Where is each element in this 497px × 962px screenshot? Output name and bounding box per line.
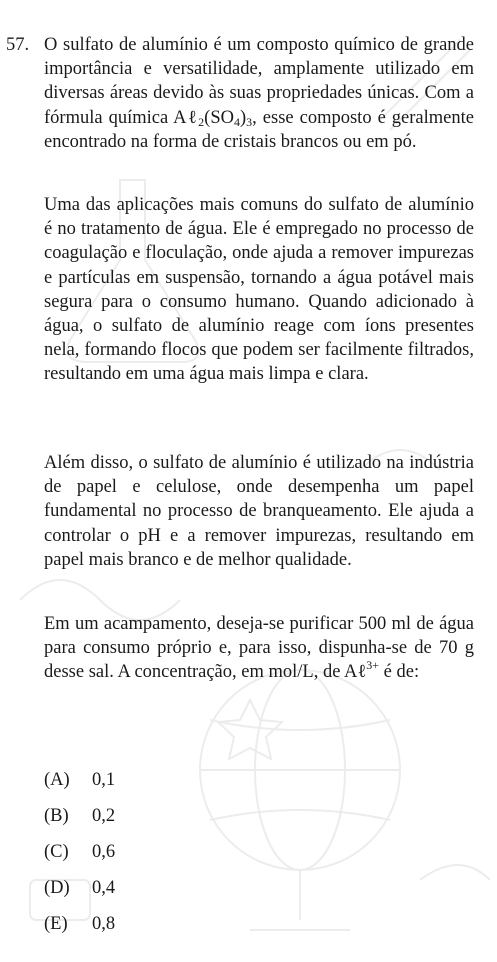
option-value: 0,4	[92, 877, 116, 898]
option-a[interactable]	[44, 762, 115, 798]
chemical-formula	[173, 108, 252, 128]
option-e[interactable]	[44, 906, 115, 942]
option-letter: (E)	[44, 913, 68, 934]
formula-sub-4: 4	[233, 114, 240, 129]
option-value: 0,2	[92, 805, 116, 826]
option-c[interactable]	[44, 834, 115, 870]
option-letter: (D)	[44, 877, 70, 898]
option-value: 0,1	[92, 769, 116, 790]
ion-symbol: Aℓ	[344, 662, 367, 683]
question-number: 57.	[6, 35, 30, 55]
paragraph-intro	[44, 33, 474, 154]
intro-text-start: O sulfato de alumínio é um composto químico de grande importância e versatilidade, amplamente utilizado em diversas áreas devido às suas propriedades únicas. Com a fórmula química	[44, 35, 474, 128]
option-value: 0,6	[92, 841, 116, 862]
option-b[interactable]	[44, 798, 115, 834]
formula-close: )	[239, 107, 247, 128]
option-letter: (B)	[44, 805, 69, 826]
formula-al: Aℓ	[173, 107, 199, 128]
prompt-text-start: Em um acampamento, deseja-se purificar 500 ml de água para consumo próprio e, para isso, dispunha-se de 70 g desse sal. A concentração, em mol/L, de	[44, 614, 474, 683]
aluminum-ion	[344, 658, 380, 683]
option-d[interactable]	[44, 870, 115, 906]
formula-sub-2: 2	[198, 114, 205, 129]
formula-sub-3: 3	[246, 114, 253, 129]
prompt-text-end: é de:	[379, 662, 420, 683]
ion-charge: 3+	[366, 658, 380, 673]
option-letter: (C)	[44, 841, 69, 862]
option-value: 0,8	[92, 913, 116, 934]
formula-so: (SO	[204, 107, 234, 128]
option-letter: (A)	[44, 769, 70, 790]
paragraph-water-treatment: Uma das aplicações mais comuns do sulfato de alumínio é no tratamento de água. Ele é empregado no processo de coagulação e floculação, onde ajuda a remover impurezas e partículas em suspensão, tornando a água potável mais segura para o consumo humano. Quando adicionado à água, o sulfato de alumínio reage com íons presentes nela, formando flocos que podem ser facilmente filtrados, resultando em uma água mais limpa e clara.	[44, 195, 474, 385]
paragraph-question-prompt	[44, 612, 474, 685]
answer-options	[44, 762, 115, 942]
intro-text-end: , esse composto é geralmente encontrado na forma de cristais brancos ou em pó.	[44, 107, 474, 152]
paragraph-paper-industry: Além disso, o sulfato de alumínio é utilizado na indústria de papel e celulose, onde desempenha um papel fundamental no processo de branqueamento. Ele ajuda a controlar o pH e a remover impurezas, resultando em papel mais branco e de melhor qualidade.	[44, 453, 474, 570]
